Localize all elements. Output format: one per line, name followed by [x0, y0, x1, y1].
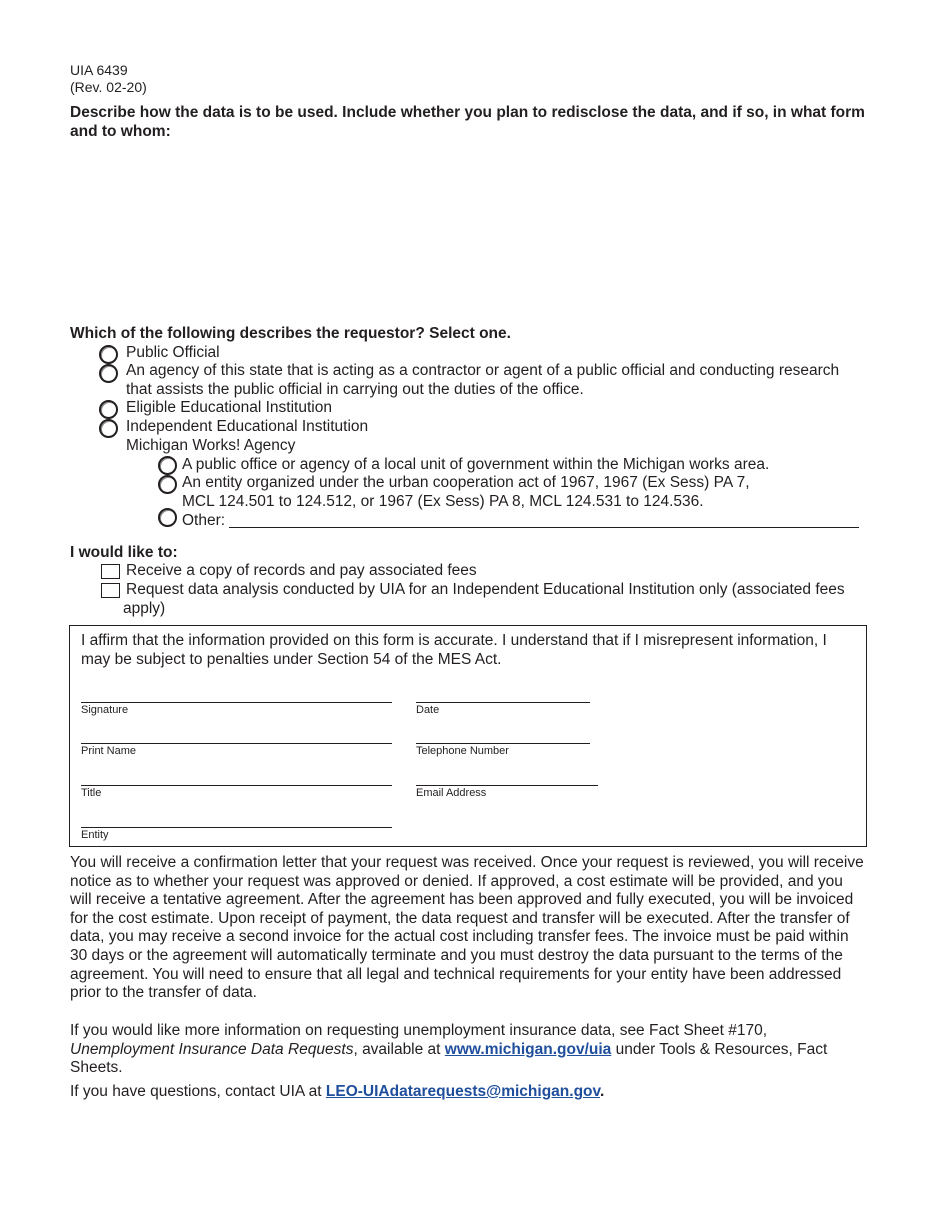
title-label: Title: [81, 787, 102, 799]
print-name-line[interactable]: [81, 743, 392, 744]
more-info-prefix: If you would like more information on requesting unemployment insurance data, see Fact Sheet #170,: [70, 1022, 768, 1039]
signature-label: Signature: [81, 704, 129, 716]
checkbox-receive-copy[interactable]: [101, 564, 120, 579]
contact-paragraph: [70, 1083, 604, 1102]
form-revision: (Rev. 02-20): [70, 79, 147, 95]
usage-answer-area[interactable]: [70, 146, 866, 316]
entity-label: Entity: [81, 829, 109, 841]
print-name-label: Print Name: [81, 745, 137, 757]
date-line[interactable]: [416, 702, 590, 703]
email-label: Email Address: [416, 787, 487, 799]
radio-mwa-other[interactable]: [158, 508, 177, 527]
option-mwa-public-office: A public office or agency of a local unit of government within the Michigan works area.: [182, 456, 770, 473]
option-mwa-entity-cont: MCL 124.501 to 124.512, or 1967 (Ex Sess) PA 8, MCL 124.531 to 124.536.: [182, 493, 704, 510]
radio-independent-educational[interactable]: [99, 419, 118, 438]
form-number: UIA 6439: [70, 62, 128, 78]
affirmation-box: [69, 625, 867, 847]
requestor-prompt: Which of the following describes the requestor? Select one.: [70, 325, 511, 342]
radio-eligible-educational[interactable]: [99, 400, 118, 419]
option-data-analysis-cont: apply): [123, 600, 166, 617]
contact-suffix: .: [599, 1083, 605, 1100]
radio-mwa-public-office[interactable]: [158, 456, 177, 475]
option-data-analysis: Request data analysis conducted by UIA for an Independent Educational Institution only (associated fees: [126, 581, 845, 598]
contact-email-link[interactable]: LEO-UIAdatarequests@michigan.gov: [325, 1083, 600, 1100]
confirmation-paragraph: You will receive a confirmation letter that your request was received. Once your request is reviewed, you will receive notice as to whether your request was approved or denied. If approved, a cost estimate will be provided, and you will receive a tentative agreement. After the agreement has been approved and fully executed, you will be invoiced for the cost estimate. Upon receipt of payment, the data request and transfer will be executed. After the transfer of data, you may receive a second invoice for the actual cost including transfer fees. The invoice must be paid within 30 days or the agreement will automatically terminate and you must destroy the data pursuant to the terms of the agreement. You will need to ensure that all legal and technical requirements for your entity have been addressed prior to the transfer of data.: [70, 854, 864, 1002]
radio-public-official[interactable]: [99, 345, 118, 364]
date-label: Date: [416, 704, 440, 716]
usage-prompt: Describe how the data is to be used. Include whether you plan to redisclose the data, and if so, in what form and to whom:: [70, 104, 865, 140]
available-at-text: , available at: [353, 1040, 445, 1058]
checkbox-data-analysis[interactable]: [101, 583, 120, 598]
option-independent-educational: Independent Educational Institution: [126, 418, 369, 435]
fact-sheet-title: Unemployment Insurance Data Requests: [70, 1040, 354, 1058]
option-mwa-other: Other:: [182, 512, 226, 529]
affirmation-text: I affirm that the information provided on this form is accurate. I understand that if I misrepresent information, I may be subject to penalties under Section 54 of the MES Act.: [81, 632, 827, 668]
title-line[interactable]: [81, 785, 392, 786]
option-eligible-educational: Eligible Educational Institution: [126, 399, 332, 416]
option-mwa-entity: An entity organized under the urban cooperation act of 1967, 1967 (Ex Sess) PA 7,: [182, 474, 750, 491]
more-info-suffix: under Tools & Resources, Fact Sheets.: [70, 1040, 828, 1077]
contact-prefix: If you have questions, contact UIA at: [70, 1083, 326, 1100]
radio-state-agency[interactable]: [99, 364, 118, 383]
option-public-official: Public Official: [126, 344, 220, 361]
telephone-label: Telephone Number: [416, 745, 509, 757]
signature-line[interactable]: [81, 702, 392, 703]
option-receive-copy: Receive a copy of records and pay associated fees: [126, 562, 477, 579]
more-info-paragraph: [70, 1022, 860, 1078]
entity-line[interactable]: [81, 827, 392, 828]
other-input-line[interactable]: [229, 527, 859, 528]
mwa-label: Michigan Works! Agency: [126, 437, 296, 454]
radio-mwa-entity[interactable]: [158, 475, 177, 494]
email-line[interactable]: [416, 785, 598, 786]
would-like-prompt: I would like to:: [70, 544, 178, 561]
option-state-agency: An agency of this state that is acting as a contractor or agent of a public official and conducting research that assists the public official in carrying out the duties of the office.: [126, 362, 840, 398]
telephone-line[interactable]: [416, 743, 590, 744]
uia-website-link[interactable]: www.michigan.gov/uia: [444, 1040, 612, 1058]
